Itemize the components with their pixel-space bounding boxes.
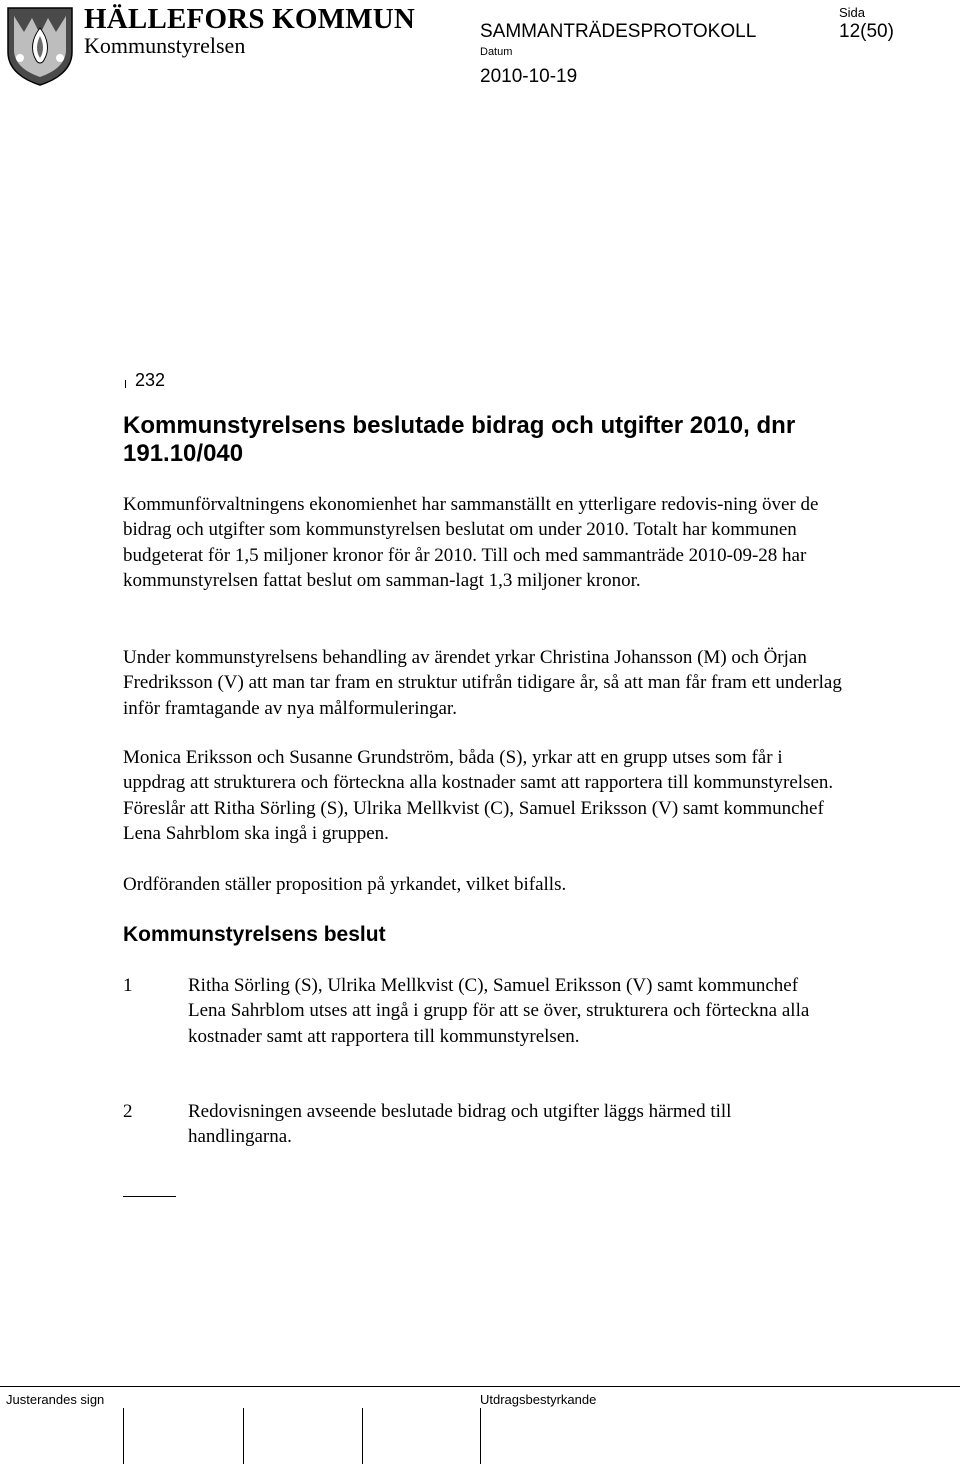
organization-subtitle: Kommunstyrelsen	[84, 33, 246, 58]
signature-box-divider	[123, 1408, 124, 1464]
organization-name: HÄLLEFORS KOMMUN	[84, 3, 416, 35]
signature-box-divider	[243, 1408, 244, 1464]
body-paragraph: Ordföranden ställer proposition på yrkandet, vilket bifalls.	[123, 874, 567, 895]
date-label: Datum	[480, 46, 513, 58]
signature-box-divider	[362, 1408, 363, 1464]
section-title: Kommunstyrelsens beslutade bidrag och utgifter 2010, dnr 191.10/040	[123, 412, 796, 467]
page-number: 12(50)	[839, 21, 894, 42]
footer-divider	[0, 1386, 960, 1387]
signature-box-divider	[480, 1408, 481, 1464]
page-label: Sida	[839, 5, 866, 20]
date-value: 2010-10-19	[480, 66, 578, 87]
certification-label: Utdragsbestyrkande	[480, 1392, 597, 1407]
decision-item-number: 1	[123, 975, 133, 996]
coat-of-arms-icon	[6, 6, 74, 86]
section-number-text: 232	[135, 370, 166, 390]
section-number	[123, 368, 165, 392]
decision-item-text: Redovisningen avseende beslutade bidrag och utgifter läggs härmed till handlingarna.	[188, 1101, 732, 1148]
decision-heading: Kommunstyrelsens beslut	[123, 923, 386, 946]
decision-item-text: Ritha Sörling (S), Ulrika Mellkvist (C), Samuel Eriksson (V) samt kommunchef Lena Sahrblom utses att ingå i grupp för att se över, strukturera och förteckna alla kostnader samt att rapportera till kommunstyrelsen.	[188, 975, 810, 1047]
body-paragraph: Under kommunstyrelsens behandling av ärendet yrkar Christina Johansson (M) och Örjan Fredriksson (V) att man tar fram en struktur utifrån tidigare år, så att man får fram ett underlag inför framtagande av nya målformuleringar.	[123, 647, 842, 719]
decision-item-number: 2	[123, 1101, 133, 1122]
body-paragraph: Monica Eriksson och Susanne Grundström, båda (S), yrkar att en grupp utses som får i uppdrag att strukturera och förteckna alla kostnader samt att rapportera till kommunstyrelsen. Föreslår att Ritha Sörling (S), Ulrika Mellkvist (C), Samuel Eriksson (V) samt kommunchef Lena Sahrblom ska ingå i gruppen.	[123, 747, 834, 845]
signature-label: Justerandes sign	[6, 1392, 105, 1407]
body-paragraph: Kommunförvaltningens ekonomienhet har sammanställt en ytterligare redovis-ning över de bidrag och utgifter som kommunstyrelsen beslutat om under 2010. Totalt har kommunen budgeterat för 1,5 miljoner kronor för år 2010. Till och med sammanträde 2010-09-28 har kommunstyrelsen fattat beslut om samman-lagt 1,3 miljoner kronor.	[123, 494, 819, 592]
document-type: SAMMANTRÄDESPROTOKOLL	[480, 21, 757, 42]
end-divider	[123, 1196, 176, 1197]
